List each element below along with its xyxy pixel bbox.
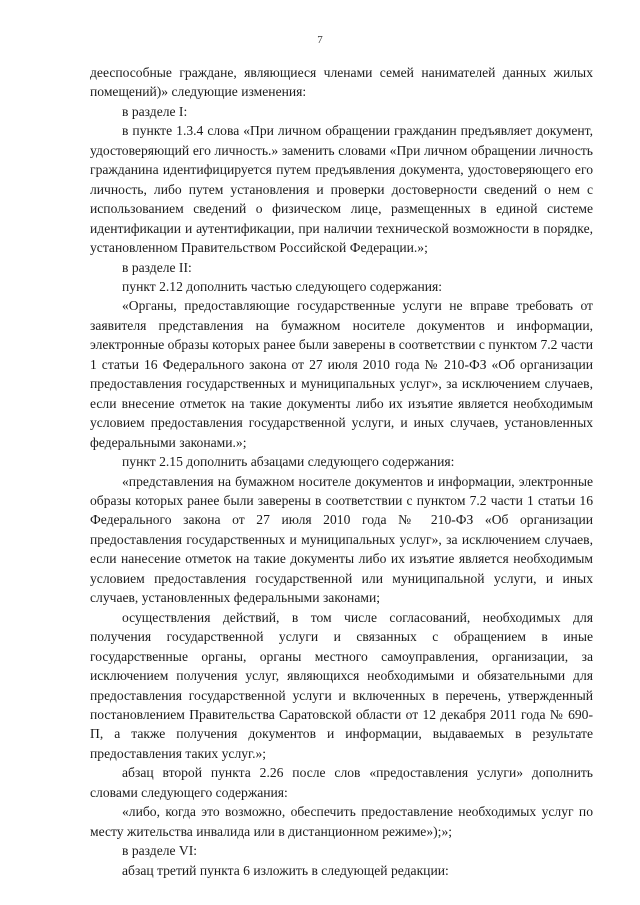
paragraph-item-2-26: абзац второй пункта 2.26 после слов «предоставления услуги» дополнить словами следующего содержания: bbox=[90, 765, 593, 800]
paragraph-item-2-12: пункт 2.12 дополнить частью следующего содержания: bbox=[122, 278, 443, 294]
paragraph-quote-organs: «Органы, предоставляющие государственные услуги не вправе требовать от заявителя представления на бумажном носителе документов и информации, электронные образы которых ранее были заверены в соответствии с пунктом 7.2 части 1 статьи 16 Федерального закона от 27 июля 2010 года № 210-ФЗ «Об организации предоставления государственных и муниципальных услуг», за исключением случаев, если внесение отметок на такие документы либо их изъятие является необходимым условием предоставления государственной услуги, и иных случаев, установленных федеральными законами.»; bbox=[90, 298, 593, 450]
document-body bbox=[90, 63, 593, 880]
paragraph-item-2-15: пункт 2.15 дополнить абзацами следующего содержания: bbox=[122, 454, 455, 470]
paragraph-quote-remote: «либо, когда это возможно, обеспечить предоставление необходимых услуг по месту жительства инвалида или в дистанционном режиме»);»; bbox=[90, 804, 593, 839]
paragraph-section-1-heading: в разделе I: bbox=[122, 103, 188, 119]
paragraph-quote-paper-submission: «представления на бумажном носителе документов и информации, электронные образы которых ранее были заверены в соответствии с пунктом 7.2 части 1 статьи 16 Федерального закона от 27 июля 2010 года № 210-ФЗ «Об организации предоставления государственных и муниципальных услуг», за исключением случаев, если нанесение отметок на такие документы либо их изъятие является необходимым условием предоставления государственной или муниципальной услуги, и иных случаев, установленных федеральными законами; bbox=[90, 473, 593, 606]
paragraph-actions: осуществления действий, в том числе согласований, необходимых для получения государственной услуги и связанных с обращением в иные государственные органы, органы местного самоуправления, организации, за исключением получения услуг, являющихся необходимыми и обязательными для предоставления государственной услуги и включенных в перечень, утвержденный постановлением Правительства Саратовской области от 12 декабря 2011 года № 690-П, а также получения документов и информации, выдаваемых в результате предоставления таких услуг.»; bbox=[90, 609, 593, 761]
paragraph-item-6: абзац третий пункта 6 изложить в следующей редакции: bbox=[122, 862, 449, 878]
paragraph-section-2-heading: в разделе II: bbox=[122, 259, 192, 275]
page-number: 7 bbox=[317, 34, 323, 46]
paragraph-item-1-3-4: в пункте 1.3.4 слова «При личном обращении гражданин предъявляет документ, удостоверяющий его личность.» заменить словами «При личном обращении личность гражданина идентифицируется путем предъявления документа, удостоверяющего его личность, либо путем установления и проверки достоверности сведений о нем с использованием сведений о физическом лице, размещенных в единой системе идентификации и аутентификации, при наличии технической возможности в порядке, установленном Правительством Российской Федерации.»; bbox=[90, 123, 593, 256]
paragraph-continuation: дееспособные граждане, являющиеся членами семей нанимателей данных жилых помещений)» следующие изменения: bbox=[90, 65, 593, 100]
paragraph-section-6-heading: в разделе VI: bbox=[122, 843, 198, 859]
